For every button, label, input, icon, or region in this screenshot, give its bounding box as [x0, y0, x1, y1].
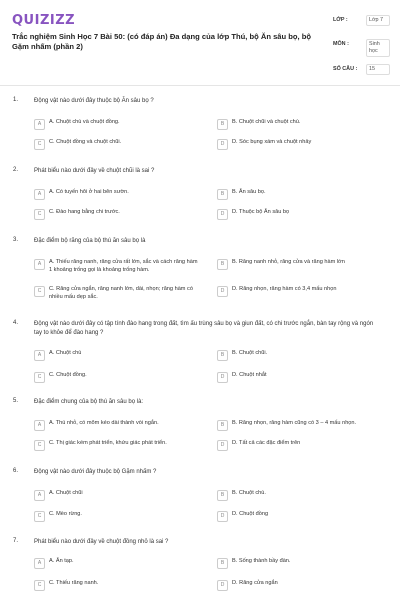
option-letter: D — [217, 580, 228, 591]
option-letter: C — [34, 372, 45, 383]
option-letter: A — [34, 350, 45, 361]
option-text: D. Thuộc bộ Ăn sâu bọ — [232, 209, 290, 215]
option-text: B. Chuột chũi và chuột chù. — [232, 119, 301, 125]
option-text: C. Chuột đồng và chuột chũi. — [49, 139, 122, 145]
option-letter: D — [217, 139, 228, 150]
option-letter: A — [34, 119, 45, 130]
meta-subject-value: Sinh học — [366, 39, 390, 57]
option-letter: B — [217, 350, 228, 361]
meta-class-label: LỚP : — [333, 17, 348, 23]
worksheet-header — [0, 0, 400, 85]
option-letter: B — [217, 119, 228, 130]
question-number: 3. — [13, 237, 19, 243]
option-text: A. Có tuyến hôi ở hai bên sườn. — [49, 189, 129, 195]
option-letter: D — [217, 511, 228, 522]
option-letter: A — [34, 420, 45, 431]
option-text: B. Chuột chũi. — [232, 350, 268, 356]
option-letter: A — [34, 259, 45, 270]
option-letter: D — [217, 209, 228, 220]
option-text: B. Răng nhọn, răng hàm cũng có 3 – 4 mấu nhọn. — [232, 420, 357, 426]
option-letter: C — [34, 209, 45, 220]
question-text: Phát biểu nào dưới đây về chuột đồng nhỏ là sai ? — [34, 539, 169, 545]
option-letter: A — [34, 189, 45, 200]
option-text: A. Chuột chù — [49, 350, 82, 356]
option-text: C. Thị giác kém phát triển, khứu giác phát triển. — [49, 440, 167, 446]
question-text: Phát biểu nào dưới đây về chuột chũi là sai ? — [34, 168, 155, 174]
option-letter: C — [34, 511, 45, 522]
header-divider — [0, 85, 400, 86]
question-number: 6. — [13, 468, 19, 474]
question-number: 2. — [13, 167, 19, 173]
worksheet-title: Trắc nghiệm Sinh Học 7 Bài 50: (có đáp án) Đa dạng của lớp Thú, bộ Ăn sâu bọ, bộ Gặm nhấm (phần 2) — [12, 32, 312, 51]
option-text: B. Ăn sâu bọ. — [232, 189, 266, 195]
question-text: Động vật nào dưới đây thuộc bộ Gặm nhấm ? — [34, 469, 157, 475]
option-letter: C — [34, 139, 45, 150]
option-text: C. Đào hang bằng chi trước. — [49, 209, 120, 215]
option-text: D. Chuột đồng — [232, 511, 269, 517]
option-letter: B — [217, 259, 228, 270]
option-letter: B — [217, 558, 228, 569]
question-number: 4. — [13, 320, 19, 326]
option-text: B. Sống thành bầy đàn. — [232, 558, 291, 564]
option-text: C. Thiếu răng nanh. — [49, 580, 99, 586]
option-letter: D — [217, 286, 228, 297]
option-letter: C — [34, 580, 45, 591]
option-letter: D — [217, 440, 228, 451]
option-text: B. Chuột chù. — [232, 490, 266, 496]
option-text: D. Răng nhọn, răng hàm có 3,4 mấu nhọn — [232, 286, 337, 292]
option-text: A. Chuột chù và chuột đồng. — [49, 119, 120, 125]
question-text: Đặc điểm chung của bộ thú ăn sâu bọ là: — [34, 399, 144, 405]
question-text: Động vật nào dưới đây có tập tính đào hang trong đất, tìm ấu trùng sâu bọ và giun đất, có chi trước ngắn, bàn tay rộng và ngón tay to khỏe để đào hang ? — [34, 321, 374, 336]
option-text: A. Chuột chũi — [49, 490, 83, 496]
option-text: C. Chuột đồng. — [49, 372, 87, 378]
option-text: A. Ăn tạp. — [49, 558, 74, 564]
option-letter: D — [217, 372, 228, 383]
question-text: Động vật nào dưới đây thuộc bộ Ăn sâu bọ ? — [34, 98, 154, 104]
option-text: A. Thiếu răng nanh, răng cửa rất lớn, sắc và cách răng hàm 1 khoảng trống gọi là khoảng trống hàm. — [49, 259, 198, 273]
question-number: 7. — [13, 538, 19, 544]
meta-count-value: 15 — [366, 64, 390, 75]
meta-class-value: Lớp 7 — [366, 15, 390, 26]
question-text: Đặc điểm bộ răng của bộ thú ăn sâu bọ là — [34, 238, 146, 244]
option-text: D. Răng cửa ngắn — [232, 580, 278, 586]
meta-count-label: SỐ CÂU : — [333, 66, 358, 72]
option-text: B. Răng nanh nhỏ, răng cửa và răng hàm lớn — [232, 259, 345, 265]
quizizz-logo[interactable]: QUIZIZZ — [12, 13, 76, 28]
option-letter: C — [34, 286, 45, 297]
option-letter: B — [217, 490, 228, 501]
option-letter: B — [217, 420, 228, 431]
option-text: D. Chuột nhắt — [232, 372, 267, 378]
option-letter: A — [34, 558, 45, 569]
option-text: C. Mèo rừng. — [49, 511, 82, 517]
option-text: D. Sóc bụng xám và chuột nhảy — [232, 139, 312, 145]
option-text: D. Tất cả các đặc điểm trên — [232, 440, 301, 446]
meta-subject-label: MÔN : — [333, 41, 349, 47]
question-number: 1. — [13, 97, 19, 103]
option-letter: C — [34, 440, 45, 451]
option-text: C. Răng cửa ngắn, răng nanh lớn, dài, nhọn; răng hàm có nhiều mấu dẹp sắc. — [49, 286, 193, 300]
question-number: 5. — [13, 398, 19, 404]
option-text: A. Thú nhỏ, có mõm kéo dài thành vòi ngắn. — [49, 420, 159, 426]
option-letter: B — [217, 189, 228, 200]
option-letter: A — [34, 490, 45, 501]
